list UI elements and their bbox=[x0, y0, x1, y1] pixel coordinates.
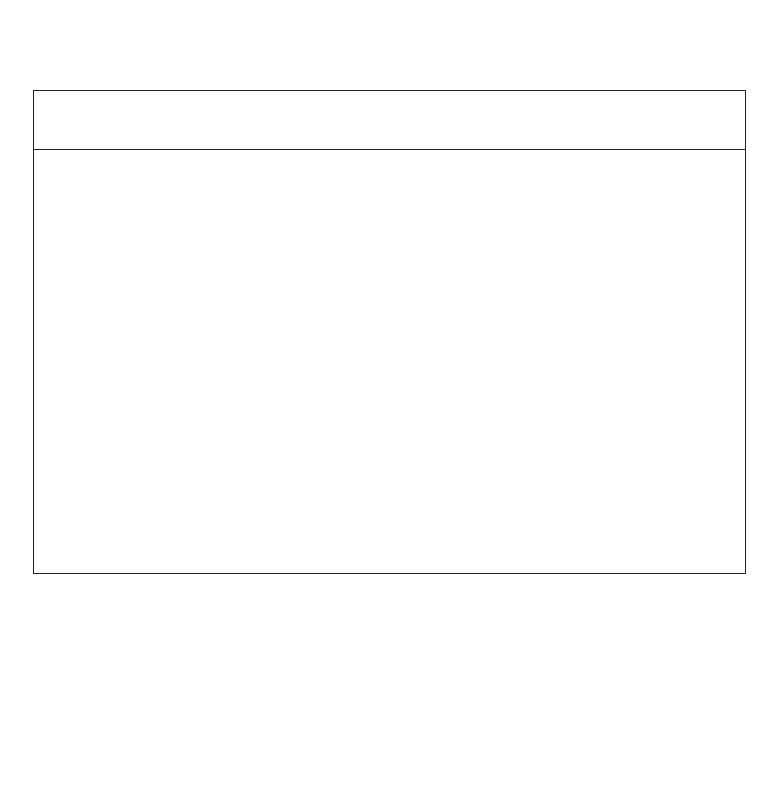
table-header bbox=[34, 91, 745, 150]
properties-table bbox=[33, 90, 746, 574]
